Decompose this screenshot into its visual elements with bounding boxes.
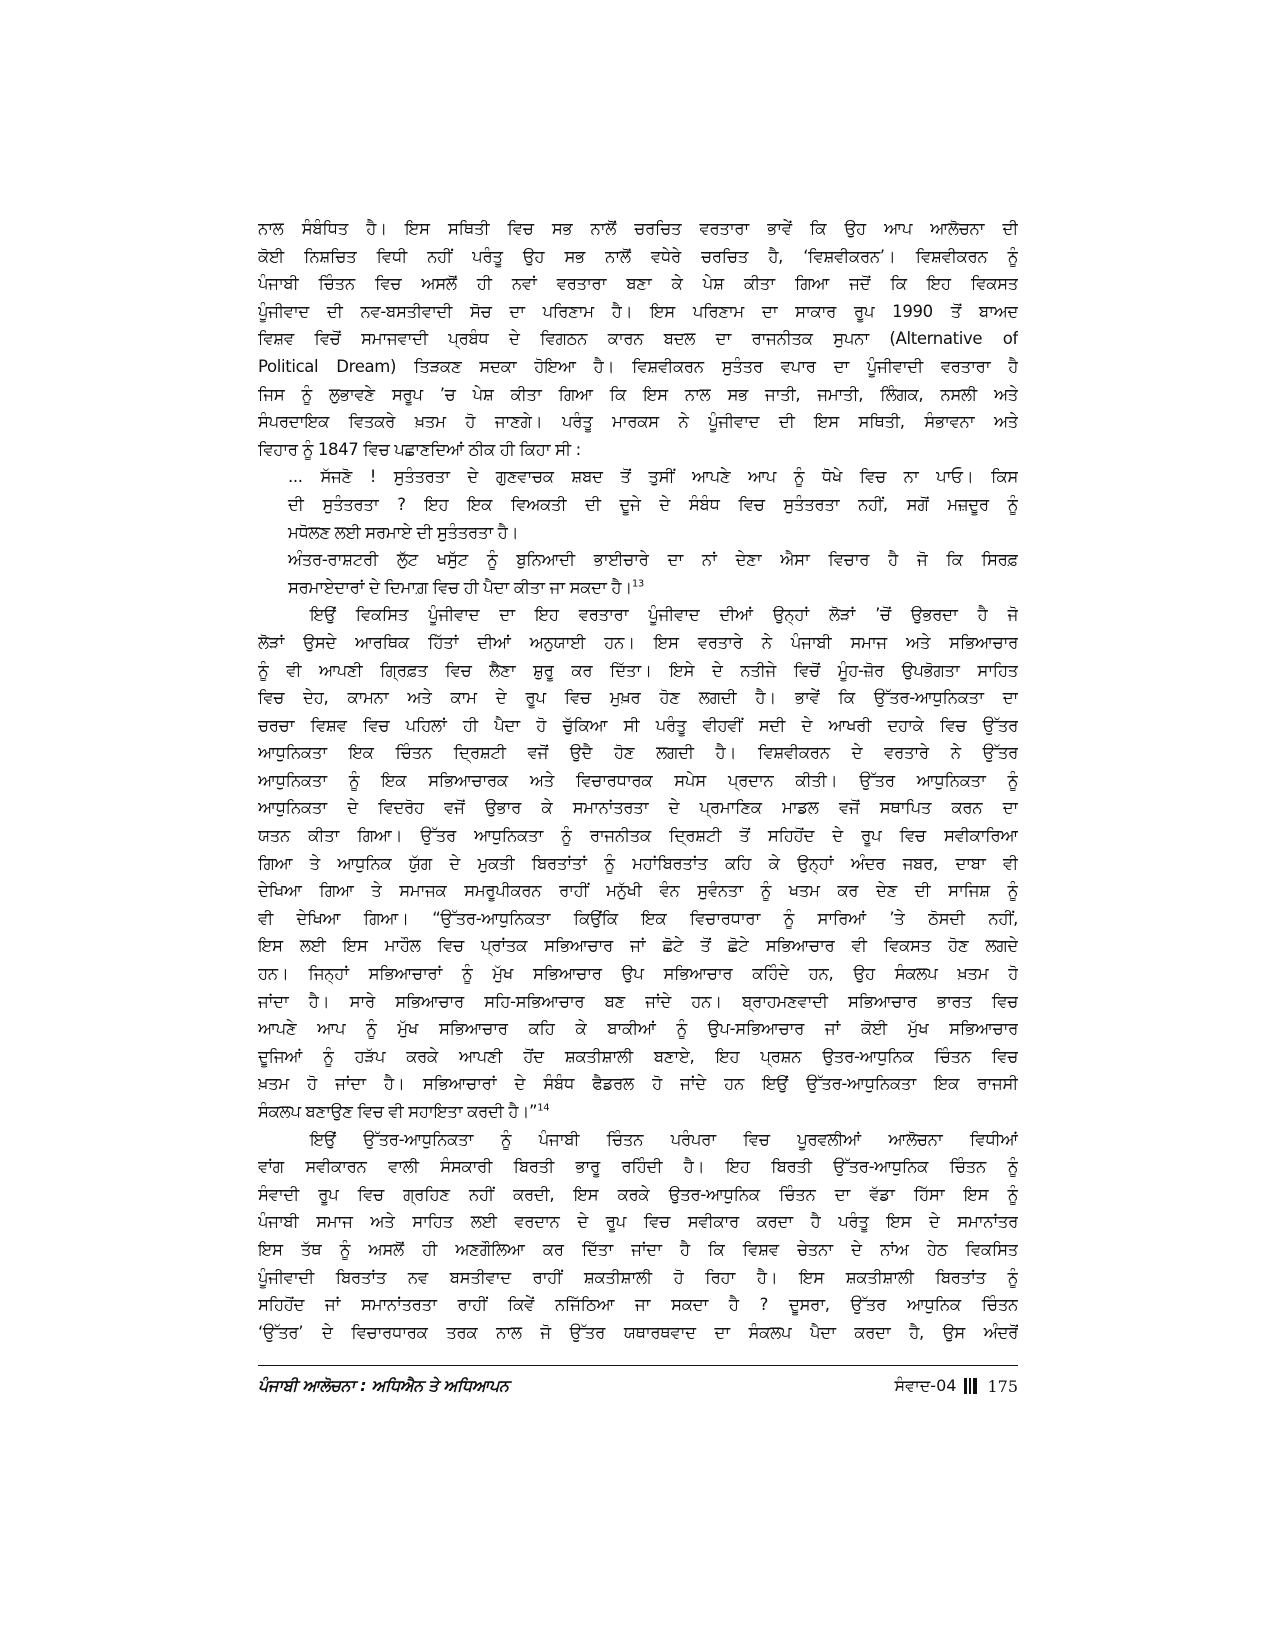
footer-right <box>894 1376 1018 1396</box>
issue-label: ਸੰਵਾਦ-04 <box>894 1376 957 1395</box>
body-line: ਪੂੰਜੀਵਾਦੀ ਬਿਰਤਾਂਤ ਨਵ ਬਸਤੀਵਾਦ ਰਾਹੀਂ ਸ਼ਕਤੀਸ਼ਾਲੀ ਹੋ ਰਿਹਾ ਹੈ। ਇਸ ਸ਼ਕਤੀਸ਼ਾਲੀ ਬਿਰਤਾਂਤ ਨੂੰ <box>258 1267 1018 1287</box>
body-line: ‘ਉੱਤਰ’ ਦੇ ਵਿਚਾਰਧਾਰਕ ਤਰਕ ਨਾਲ ਜੋ ਉੱਤਰ ਯਥਾਰਥਵਾਦ ਦਾ ਸੰਕਲਪ ਪੈਦਾ ਕਰਦਾ ਹੈ, ਉਸ ਅੰਦਰੋਂ <box>258 1322 1018 1342</box>
separator-bars-icon <box>964 1378 979 1394</box>
body-line: ਵੀ ਦੇਖਿਆ ਗਿਆ। “ਉੱਤਰ-ਆਧੁਨਿਕਤਾ ਕਿਉਂਕਿ ਇਕ ਵਿਚਾਰਧਾਰਾ ਨੂੰ ਸਾਰਿਆਂ ’ਤੇ ਠੋਸਦੀ ਨਹੀਂ, <box>258 908 1018 928</box>
body-line <box>258 1098 1018 1126</box>
quote-line: ਦੀ ਸੁਤੰਤਰਤਾ ? ਇਹ ਇਕ ਵਿਅਕਤੀ ਦੀ ਦੂਜੇ ਦੇ ਸੰਬੰਧ ਵਿਚ ਸੁਤੰਤਰਤਾ ਨਹੀਂ, ਸਗੋਂ ਮਜ਼ਦੂਰ ਨੂੰ <box>288 494 1018 514</box>
footnote-ref: 13 <box>631 578 644 590</box>
body-line: ਨਾਲ ਸੰਬੰਧਿਤ ਹੈ। ਇਸ ਸਥਿਤੀ ਵਿਚ ਸਭ ਨਾਲੋਂ ਚਰਚਿਤ ਵਰਤਾਰਾ ਭਾਵੇਂ ਕਿ ਉਹ ਆਪ ਆਲੋਚਨਾ ਦੀ <box>258 219 1018 238</box>
body-line: ਆਧੁਨਿਕਤਾ ਨੂੰ ਇਕ ਸਭਿਆਚਾਰਕ ਅਤੇ ਵਿਚਾਰਧਾਰਕ ਸਪੇਸ ਪ੍ਰਦਾਨ ਕੀਤੀ। ਉੱਤਰ ਆਧੁਨਿਕਤਾ ਨੂੰ <box>258 770 1018 790</box>
body-line: ਇਸ ਤੱਥ ਨੂੰ ਅਸਲੋਂ ਹੀ ਅਣਗੌਲਿਆ ਕਰ ਦਿੱਤਾ ਜਾਂਦਾ ਹੈ ਕਿ ਵਿਸ਼ਵ ਚੇਤਨਾ ਦੇ ਨਾਂਅ ਹੇਠ ਵਿਕਸਿਤ <box>258 1239 1018 1259</box>
quote-line: ਮਧੋਲਣ ਲਈ ਸਰਮਾਏ ਦੀ ਸੁਤੰਤਰਤਾ ਹੈ। <box>288 522 519 542</box>
body-line: ਯਤਨ ਕੀਤਾ ਗਿਆ। ਉੱਤਰ ਆਧੁਨਿਕਤਾ ਨੂੰ ਰਾਜਨੀਤਕ ਦ੍ਰਿਸ਼ਟੀ ਤੋਂ ਸਹਿਹੋਂਦ ਦੇ ਰੂਪ ਵਿਚ ਸਵੀਕਾਰਿਆ <box>258 826 1018 846</box>
quote-line: ... ਸੱਜਣੋ ! ਸੁਤੰਤਰਤਾ ਦੇ ਗੁਣਵਾਚਕ ਸ਼ਬਦ ਤੋਂ ਤੁਸੀਂ ਆਪਣੇ ਆਪ ਨੂੰ ਧੋਖੇ ਵਿਚ ਨਾ ਪਾਓ। ਕਿਸ <box>288 467 1018 487</box>
body-line: ਕੋਈ ਨਿਸ਼ਚਿਤ ਵਿਧੀ ਨਹੀਂ ਪਰੰਤੂ ਉਹ ਸਭ ਨਾਲੋਂ ਵਧੇਰੇ ਚਰਚਿਤ ਹੈ, ‘ਵਿਸ਼ਵੀਕਰਨ’। ਵਿਸ਼ਵੀਕਰਨ ਨੂੰ <box>258 246 1018 266</box>
body-line: ਪੂੰਜੀਵਾਦ ਦੀ ਨਵ-ਬਸਤੀਵਾਦੀ ਸੋਚ ਦਾ ਪਰਿਣਾਮ ਹੈ। ਇਸ ਪਰਿਣਾਮ ਦਾ ਸਾਕਾਰ ਰੂਪ 1990 ਤੋਂ ਬਾਅਦ <box>258 301 1018 321</box>
body-line: ਖ਼ਤਮ ਹੋ ਜਾਂਦਾ ਹੈ। ਸਭਿਆਚਾਰਾਂ ਦੇ ਸੰਬੰਧ ਫੈਡਰਲ ਹੋ ਜਾਂਦੇ ਹਨ ਇਉਂ ਉੱਤਰ-ਆਧੁਨਿਕਤਾ ਇਕ ਰਾਜਸੀ <box>258 1074 1018 1094</box>
footer-rule <box>258 1365 1018 1366</box>
body-line: ਦੇਖਿਆ ਗਿਆ ਤੇ ਸਮਾਜਕ ਸਮਰੂਪੀਕਰਨ ਰਾਹੀਂ ਮਨੁੱਖੀ ਵੰਨ ਸੁਵੰਨਤਾ ਨੂੰ ਖਤਮ ਕਰ ਦੇਣ ਦੀ ਸਾਜਿਸ਼ ਨੂੰ <box>258 881 1018 901</box>
paragraph-first-line: ਇਉਂ ਉੱਤਰ-ਆਧੁਨਿਕਤਾ ਨੂੰ ਪੰਜਾਬੀ ਚਿੰਤਨ ਪਰੰਪਰਾ ਵਿਚ ਪੂਰਵਲੀਆਂ ਆਲੋਚਨਾ ਵਿਧੀਆਂ <box>310 1129 1018 1149</box>
body-line: ਵਾਂਗ ਸਵੀਕਾਰਨ ਵਾਲੀ ਸੰਸਕਾਰੀ ਬਿਰਤੀ ਭਾਰੂ ਰਹਿੰਦੀ ਹੈ। ਇਹ ਬਿਰਤੀ ਉੱਤਰ-ਆਧੁਨਿਕ ਚਿੰਤਨ ਨੂੰ <box>258 1157 1018 1177</box>
body-line: ਪੰਜਾਬੀ ਸਮਾਜ ਅਤੇ ਸਾਹਿਤ ਲਈ ਵਰਦਾਨ ਦੇ ਰੂਪ ਵਿਚ ਸਵੀਕਾਰ ਕਰਦਾ ਹੈ ਪਰੰਤੂ ਇਸ ਦੇ ਸਮਾਨਾਂਤਰ <box>258 1212 1018 1232</box>
body-line: ਆਧੁਨਿਕਤਾ ਇਕ ਚਿੰਤਨ ਦ੍ਰਿਸ਼ਟੀ ਵਜੋਂ ਉਦੈ ਹੋਣ ਲਗਦੀ ਹੈ। ਵਿਸ਼ਵੀਕਰਨ ਦੇ ਵਰਤਾਰੇ ਨੇ ਉੱਤਰ <box>258 743 1018 763</box>
body-line: ਇਸ ਲਈ ਇਸ ਮਾਹੌਲ ਵਿਚ ਪ੍ਰਾਂਤਕ ਸਭਿਆਚਾਰ ਜਾਂ ਛੋਟੇ ਤੋਂ ਛੋਟੇ ਸਭਿਆਚਾਰ ਵੀ ਵਿਕਸਤ ਹੋਣ ਲਗਦੇ <box>258 936 1018 956</box>
body-line: ਗਿਆ ਤੇ ਆਧੁਨਿਕ ਯੁੱਗ ਦੇ ਮੁਕਤੀ ਬਿਰਤਾਂਤਾਂ ਨੂੰ ਮਹਾਂਬਿਰਤਾਂਤ ਕਹਿ ਕੇ ਉਨ੍ਹਾਂ ਅੰਦਰ ਜਬਰ, ਦਾਬਾ ਵੀ <box>258 853 1018 873</box>
body-line: ਆਪਣੇ ਆਪ ਨੂੰ ਮੁੱਖ ਸਭਿਆਚਾਰ ਕਹਿ ਕੇ ਬਾਕੀਆਂ ਨੂੰ ਉਪ-ਸਭਿਆਚਾਰ ਜਾਂ ਕੋਈ ਮੁੱਖ ਸਭਿਆਚਾਰ <box>258 1019 1018 1039</box>
book-title: ਪੰਜਾਬੀ ਆਲੋਚਨਾ : ਅਧਿਐਨ ਤੇ ਅਧਿਆਪਨ <box>258 1376 509 1395</box>
page-footer <box>258 1373 1018 1403</box>
body-line: ਦੂਜਿਆਂ ਨੂੰ ਹੜੱਪ ਕਰਕੇ ਆਪਣੀ ਹੋਂਦ ਸ਼ਕਤੀਸ਼ਾਲੀ ਬਣਾਏ, ਇਹ ਪ੍ਰਸ਼ਨ ਉਤਰ-ਆਧੁਨਿਕ ਚਿੰਤਨ ਵਿਚ <box>258 1046 1018 1066</box>
body-line: ਜਾਂਦਾ ਹੈ। ਸਾਰੇ ਸਭਿਆਚਾਰ ਸਹਿ-ਸਭਿਆਚਾਰ ਬਣ ਜਾਂਦੇ ਹਨ। ਬ੍ਰਾਹਮਣਵਾਦੀ ਸਭਿਆਚਾਰ ਭਾਰਤ ਵਿਚ <box>258 991 1018 1011</box>
body-line: ਜਿਸ ਨੂੰ ਲੁਭਾਵਣੇ ਸਰੂਪ ’ਚ ਪੇਸ਼ ਕੀਤਾ ਗਿਆ ਕਿ ਇਸ ਨਾਲ ਸਭ ਜਾਤੀ, ਜਮਾਤੀ, ਲਿੰਗਕ, ਨਸਲੀ ਅਤੇ <box>258 384 1018 404</box>
body-line: ਵਿਚ ਦੇਹ, ਕਾਮਨਾ ਅਤੇ ਕਾਮ ਦੇ ਰੂਪ ਵਿਚ ਮੁਖ਼ਰ ਹੋਣ ਲਗਦੀ ਹੈ। ਭਾਵੇਂ ਕਿ ਉੱਤਰ-ਆਧੁਨਿਕਤਾ ਦਾ <box>258 688 1018 708</box>
paragraph-first-line: ਇਉਂ ਵਿਕਸਿਤ ਪੂੰਜੀਵਾਦ ਦਾ ਇਹ ਵਰਤਾਰਾ ਪੂੰਜੀਵਾਦ ਦੀਆਂ ਉਨ੍ਹਾਂ ਲੋੜਾਂ ’ਚੋਂ ਉਭਰਦਾ ਹੈ ਜੋ <box>310 605 1018 625</box>
body-line: Political Dream) ਤਿੜਕਣ ਸਦਕਾ ਹੋਇਆ ਹੈ। ਵਿਸ਼ਵੀਕਰਨ ਸੁਤੰਤਰ ਵਪਾਰ ਦਾ ਪੂੰਜੀਵਾਦੀ ਵਰਤਾਰਾ ਹੈ <box>258 356 1018 376</box>
body-line: ਸੰਵਾਦੀ ਰੂਪ ਵਿਚ ਗ੍ਰਹਿਣ ਨਹੀਂ ਕਰਦੀ, ਇਸ ਕਰਕੇ ਉਤਰ-ਆਧੁਨਿਕ ਚਿੰਤਨ ਦਾ ਵੱਡਾ ਹਿੱਸਾ ਇਸ ਨੂੰ <box>258 1184 1018 1204</box>
body-line: ਹਨ। ਜਿਨ੍ਹਾਂ ਸਭਿਆਚਾਰਾਂ ਨੂੰ ਮੁੱਖ ਸਭਿਆਚਾਰ ਉਪ ਸਭਿਆਚਾਰ ਕਹਿੰਦੇ ਹਨ, ਉਹ ਸੰਕਲਪ ਖ਼ਤਮ ਹੋ <box>258 964 1018 984</box>
body-text: ਸੰਕਲਪ ਬਣਾਉਣ ਵਿਚ ਵੀ ਸਹਾਇਤਾ ਕਰਦੀ ਹੈ।” <box>258 1102 538 1121</box>
page-number: 175 <box>987 1376 1018 1396</box>
quote-text: ਸਰਮਾਏਦਾਰਾਂ ਦੇ ਦਿਮਾਗ਼ ਵਿਚ ਹੀ ਪੈਦਾ ਕੀਤਾ ਜਾ ਸਕਦਾ ਹੈ। <box>288 577 632 597</box>
page-body <box>258 215 1018 1346</box>
body-line: ਵਿਸ਼ਵ ਵਿਚੋਂ ਸਮਾਜਵਾਦੀ ਪ੍ਰਬੰਧ ਦੇ ਵਿਗਠਨ ਕਾਰਨ ਬਦਲ ਦਾ ਰਾਜਨੀਤਕ ਸੁਪਨਾ (Alternative of <box>258 329 1018 349</box>
body-line: ਵਿਹਾਰ ਨੂੰ 1847 ਵਿਚ ਪਛਾਣਦਿਆਂ ਠੀਕ ਹੀ ਕਿਹਾ ਸੀ : <box>258 439 581 459</box>
quote-line: ਅੰਤਰ-ਰਾਸ਼ਟਰੀ ਲੁੱਟ ਖਸੁੱਟ ਨੂੰ ਬੁਨਿਆਦੀ ਭਾਈਚਾਰੇ ਦਾ ਨਾਂ ਦੇਣਾ ਐਸਾ ਵਿਚਾਰ ਹੈ ਜੋ ਕਿ ਸਿਰਫ਼ <box>288 550 1018 570</box>
body-line: ਸਹਿਹੋਂਦ ਜਾਂ ਸਮਾਨਾਂਤਰਤਾ ਰਾਹੀਂ ਕਿਵੇਂ ਨਜਿੱਠਿਆ ਜਾ ਸਕਦਾ ਹੈ ? ਦੂਸਰਾ, ਉੱਤਰ ਆਧੁਨਿਕ ਚਿੰਤਨ <box>258 1295 1018 1315</box>
body-line: ਨੂੰ ਵੀ ਆਪਣੀ ਗ੍ਰਿਫ਼ਤ ਵਿਚ ਲੈਣਾ ਸ਼ੁਰੂ ਕਰ ਦਿੱਤਾ। ਇਸੇ ਦੇ ਨਤੀਜੇ ਵਿਚੋਂ ਮੂੰਹ-ਜ਼ੋਰ ਉਪਭੋਗਤਾ ਸਾਹਿਤ <box>258 660 1018 680</box>
quote-line <box>258 574 1018 602</box>
body-line: ਸੰਪਰਦਾਇਕ ਵਿਤਕਰੇ ਖ਼ਤਮ ਹੋ ਜਾਣਗੇ। ਪਰੰਤੂ ਮਾਰਕਸ ਨੇ ਪੂੰਜੀਵਾਦ ਦੀ ਇਸ ਸਥਿਤੀ, ਸੰਭਾਵਨਾ ਅਤੇ <box>258 412 1018 432</box>
body-line: ਲੋੜਾਂ ਉਸਦੇ ਆਰਥਿਕ ਹਿੱਤਾਂ ਦੀਆਂ ਅਨੁਯਾਈ ਹਨ। ਇਸ ਵਰਤਾਰੇ ਨੇ ਪੰਜਾਬੀ ਸਮਾਜ ਅਤੇ ਸਭਿਆਚਾਰ <box>258 632 1018 652</box>
footnote-ref: 14 <box>537 1102 550 1114</box>
body-line: ਆਧੁਨਿਕਤਾ ਦੇ ਵਿਦਰੋਹ ਵਜੋਂ ਉਭਾਰ ਕੇ ਸਮਾਨਾਂਤਰਤਾ ਦੇ ਪ੍ਰਮਾਣਿਕ ਮਾਡਲ ਵਜੋਂ ਸਥਾਪਿਤ ਕਰਨ ਦਾ <box>258 798 1018 818</box>
body-line: ਪੰਜਾਬੀ ਚਿੰਤਨ ਵਿਚ ਅਸਲੋਂ ਹੀ ਨਵਾਂ ਵਰਤਾਰਾ ਬਣਾ ਕੇ ਪੇਸ਼ ਕੀਤਾ ਗਿਆ ਜਦੋਂ ਕਿ ਇਹ ਵਿਕਸਤ <box>258 274 1018 294</box>
body-line: ਚਰਚਾ ਵਿਸ਼ਵ ਵਿਚ ਪਹਿਲਾਂ ਹੀ ਪੈਦਾ ਹੋ ਚੁੱਕਿਆ ਸੀ ਪਰੰਤੂ ਵੀਹਵੀਂ ਸਦੀ ਦੇ ਆਖਰੀ ਦਹਾਕੇ ਵਿਚ ਉੱਤਰ <box>258 715 1018 735</box>
